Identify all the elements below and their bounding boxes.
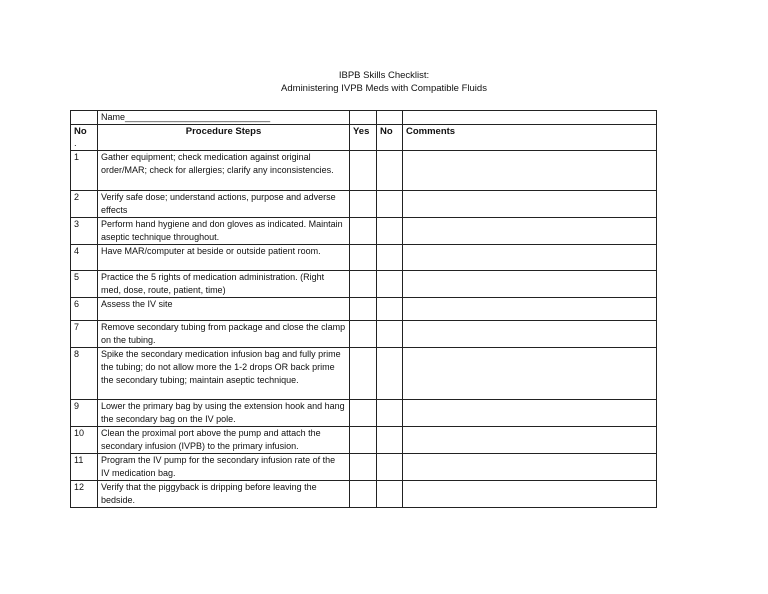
table-row: [71, 245, 657, 271]
yes-checkbox-cell[interactable]: [350, 151, 377, 191]
step-number: 3: [71, 218, 98, 245]
table-row: [71, 218, 657, 245]
step-text: Assess the IV site: [98, 298, 350, 321]
name-row-blank: [71, 111, 98, 125]
header-comments: Comments: [403, 125, 657, 151]
step-text: Verify safe dose; understand actions, purpose and adverse effects: [98, 191, 350, 218]
table-row: [71, 191, 657, 218]
header-no-column: No: [377, 125, 403, 151]
no-checkbox-cell[interactable]: [377, 218, 403, 245]
yes-checkbox-cell[interactable]: [350, 245, 377, 271]
checklist-table: [70, 110, 657, 508]
step-number: 12: [71, 481, 98, 508]
yes-checkbox-cell[interactable]: [350, 271, 377, 298]
header-yes: Yes: [350, 125, 377, 151]
step-number: 5: [71, 271, 98, 298]
no-checkbox-cell[interactable]: [377, 245, 403, 271]
yes-checkbox-cell[interactable]: [350, 298, 377, 321]
yes-checkbox-cell[interactable]: [350, 321, 377, 348]
yes-checkbox-cell[interactable]: [350, 218, 377, 245]
header-row: [71, 125, 657, 151]
step-number: 1: [71, 151, 98, 191]
comments-cell[interactable]: [403, 245, 657, 271]
no-checkbox-cell[interactable]: [377, 427, 403, 454]
step-text: Lower the primary bag by using the extension hook and hang the secondary bag on the IV pole.: [98, 400, 350, 427]
step-number: 4: [71, 245, 98, 271]
no-checkbox-cell[interactable]: [377, 298, 403, 321]
no-checkbox-cell[interactable]: [377, 191, 403, 218]
table-row: [71, 454, 657, 481]
table-row: [71, 348, 657, 400]
step-number: 7: [71, 321, 98, 348]
yes-checkbox-cell[interactable]: [350, 454, 377, 481]
no-checkbox-cell[interactable]: [377, 348, 403, 400]
no-checkbox-cell[interactable]: [377, 321, 403, 348]
no-checkbox-cell[interactable]: [377, 271, 403, 298]
step-text: Clean the proximal port above the pump and attach the secondary infusion (IVPB) to the primary infusion.: [98, 427, 350, 454]
table-row: [71, 427, 657, 454]
step-number: 10: [71, 427, 98, 454]
no-checkbox-cell[interactable]: [377, 400, 403, 427]
yes-checkbox-cell[interactable]: [350, 400, 377, 427]
step-text: Program the IV pump for the secondary infusion rate of the IV medication bag.: [98, 454, 350, 481]
comments-cell[interactable]: [403, 218, 657, 245]
name-field[interactable]: Name_____________________________: [98, 111, 350, 125]
header-no: [71, 125, 98, 151]
step-text: Perform hand hygiene and don gloves as indicated. Maintain aseptic technique throughout.: [98, 218, 350, 245]
no-checkbox-cell[interactable]: [377, 481, 403, 508]
step-text: Remove secondary tubing from package and close the clamp on the tubing.: [98, 321, 350, 348]
yes-checkbox-cell[interactable]: [350, 191, 377, 218]
table-row: [71, 271, 657, 298]
step-number: 8: [71, 348, 98, 400]
step-text: Spike the secondary medication infusion bag and fully prime the tubing; do not allow more the 1-2 drops OR back prime the secondary tubing; maintain aseptic technique.: [98, 348, 350, 400]
comments-cell[interactable]: [403, 151, 657, 191]
comments-cell[interactable]: [403, 427, 657, 454]
yes-checkbox-cell[interactable]: [350, 348, 377, 400]
header-no-label: No: [74, 126, 87, 137]
step-number: 9: [71, 400, 98, 427]
comments-cell[interactable]: [403, 400, 657, 427]
step-text: Practice the 5 rights of medication administration. (Right med, dose, route, patient, time): [98, 271, 350, 298]
step-text: Gather equipment; check medication against original order/MAR; check for allergies; clarify any inconsistencies.: [98, 151, 350, 191]
table-row: [71, 151, 657, 191]
comments-cell[interactable]: [403, 348, 657, 400]
comments-cell[interactable]: [403, 454, 657, 481]
step-text: Have MAR/computer at beside or outside patient room.: [98, 245, 350, 271]
table-row: [71, 321, 657, 348]
table-row: [71, 400, 657, 427]
no-checkbox-cell[interactable]: [377, 454, 403, 481]
yes-checkbox-cell[interactable]: [350, 481, 377, 508]
step-number: 6: [71, 298, 98, 321]
checklist-subtitle: Administering IVPB Meds with Compatible Fluids: [281, 83, 487, 94]
step-text: Verify that the piggyback is dripping before leaving the bedside.: [98, 481, 350, 508]
name-row: [71, 111, 657, 125]
comments-cell[interactable]: [403, 298, 657, 321]
no-checkbox-cell[interactable]: [377, 151, 403, 191]
step-number: 11: [71, 454, 98, 481]
comments-cell[interactable]: [403, 271, 657, 298]
checklist-title: IBPB Skills Checklist:: [338, 70, 430, 81]
comments-cell[interactable]: [403, 321, 657, 348]
header-procedure-steps: Procedure Steps: [98, 125, 350, 151]
comments-cell[interactable]: [403, 481, 657, 508]
header-no-suffix: .: [74, 138, 77, 149]
yes-checkbox-cell[interactable]: [350, 427, 377, 454]
step-number: 2: [71, 191, 98, 218]
table-row: [71, 481, 657, 508]
table-row: [71, 298, 657, 321]
comments-cell[interactable]: [403, 191, 657, 218]
